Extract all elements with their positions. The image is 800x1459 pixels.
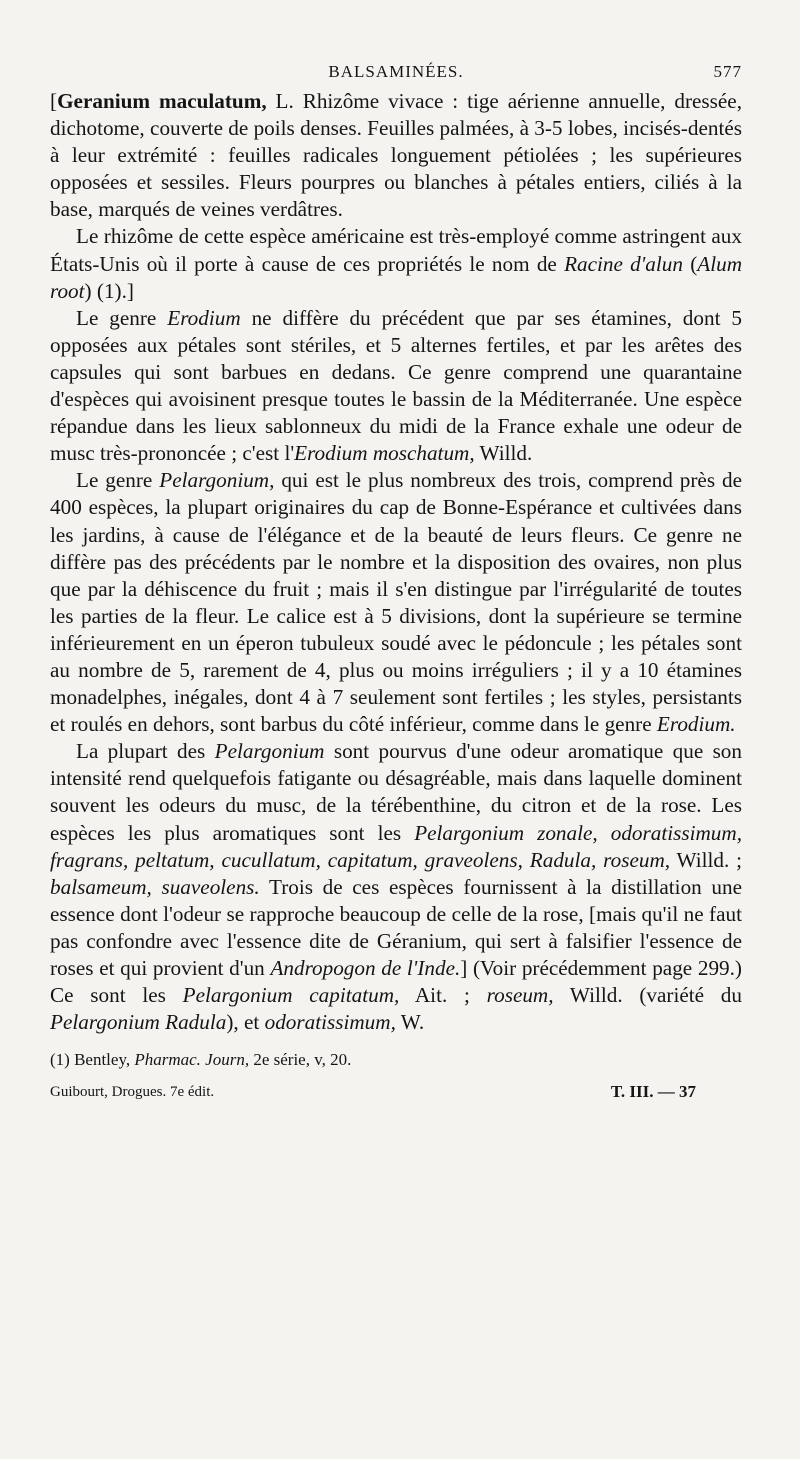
italic-text: Pelargonium Radula (50, 1010, 227, 1035)
text-run: Le genre (76, 305, 168, 330)
text-run: 2e série, v, 20. (249, 1050, 352, 1070)
paragraph (50, 88, 742, 223)
italic-text: Pelargonium zonale, odoratissimum, fragrans, peltatum, cucullatum, capitatum, graveolens, Radula, roseum, (50, 820, 742, 872)
paragraph (50, 305, 742, 468)
bold-text: Geranium maculatum, (57, 89, 267, 113)
running-header (50, 58, 742, 88)
text-run: Trois de ces espèces fournissent à la distillation une essence dont l'odeur se rapproche beaucoup de celle de la rose, [mais qu'il ne faut pas confondre avec l'essence dite de Géranium, qui sert à falsifier l'essence de roses et qui provient d'un (50, 874, 742, 980)
text-run: ) (1).] (84, 278, 134, 303)
running-title: BALSAMINÉES. (328, 62, 464, 81)
text-run: Le rhizôme de cette espèce américaine est très-employé comme astringent aux États-Unis où il porte à cause de ces propriétés le nom de (50, 224, 742, 276)
italic-text: Andropogon de l'Inde. (270, 956, 461, 980)
text-run: Willd. ; (670, 847, 742, 872)
text-run: La plupart des (76, 739, 215, 764)
italic-text: Alum root (50, 251, 743, 303)
text-run: [ (50, 89, 58, 113)
italic-text: Pelargonium capitatum, (182, 983, 400, 1008)
signature-right: T. III. — 37 (610, 1082, 696, 1102)
text-run: ne diffère du précédent que par ses étamines, dont 5 opposées aux pétales sont stériles, et 5 alternes fertiles, et par les arêtes des capsules qui sont barbues en dedans. Ce genre comprend une quarantaine d'espèces qui avoisinent presque toutes le bassin de la Méditerranée. Une espèce répandue dans les lieux sablonneux du midi de la France exhale une odeur de musc très-prononcée ; c'est l' (50, 305, 743, 466)
text-run: (1) Bentley, (50, 1050, 135, 1070)
text-run: qui est le plus nombreux des trois, comprend près de 400 espèces, la plupart originaires du cap de Bonne-Espérance et cultivées dans les jardins, à cause de l'élégance et de la beauté de leurs fleurs. Ce genre ne diffère pas des précédents par le nombre et la disposition des ovaires, non plus que par la déhiscence du fruit ; mais il s'en distingue par l'irrégularité de toutes les parties de la fleur. Le calice est à 5 divisions, dont la supérieure se termine inférieurement en un éperon tubuleux soudé avec le pédoncule ; les pétales sont au nombre de 5, rarement de 4, plus ou moins irréguliers ; il y a 10 étamines monadelphes, inégales, dont 4 à 7 seulement sont fertiles ; les styles, persistants et roulés en dehors, sont barbus du côté inférieur, comme dans le genre (50, 468, 742, 737)
italic-text: roseum, (486, 983, 554, 1008)
signature-line (50, 1080, 742, 1108)
paragraph (50, 738, 742, 1036)
italic-text: Pharmac. Journ, (134, 1050, 250, 1070)
italic-text: odoratissimum, (264, 1010, 396, 1035)
text-run: L. Rhizôme vivace : tige aérienne annuelle, dressée, dichotome, couverte de poils denses. Feuilles palmées, à 3-5 lobes, incisés-dentés à leur extrémité : feuilles radicales longuement pétiolées ; les supérieures opposées et sessiles. Fleurs pourpres ou blanches à pétales entiers, ciliés à la base, marqués de veines verdâtres. (50, 89, 742, 222)
page (50, 58, 742, 1108)
italic-text: Erodium. (656, 712, 736, 737)
text-run: ), et (226, 1010, 265, 1035)
text-run: Willd. (variété du (553, 983, 742, 1008)
paragraph (50, 467, 742, 738)
footnote (50, 1050, 742, 1070)
text-run: Le genre (76, 468, 160, 493)
text-run: ] (Voir précédemment page 299.) Ce sont les (50, 956, 742, 1008)
signature-left: Guibourt, Drogues. 7e édit. (50, 1084, 215, 1101)
text-run: ( (682, 251, 698, 276)
text-run: sont pourvus d'une odeur aromatique que son intensité rend quelquefois fatigante ou désagréable, mais dans laquelle dominent souvent les odeurs du musc, de la térébenthine, du citron et de la rose. Les espèces les plus aromatiques sont les (50, 739, 742, 845)
italic-text: Pelargonium, (159, 468, 275, 493)
italic-text: balsameum, suaveolens. (50, 874, 260, 899)
body-text (50, 88, 742, 1036)
text-run: , Willd. (469, 441, 533, 466)
italic-text: Pelargonium (214, 739, 325, 764)
text-run: Ait. ; (399, 983, 487, 1008)
paragraph (50, 223, 742, 304)
italic-text: Erodium (167, 305, 241, 330)
italic-text: Racine d'alun (564, 251, 683, 276)
page-number: 577 (713, 62, 742, 81)
italic-text: Erodium moschatum (294, 441, 470, 466)
text-run: W. (395, 1010, 425, 1035)
